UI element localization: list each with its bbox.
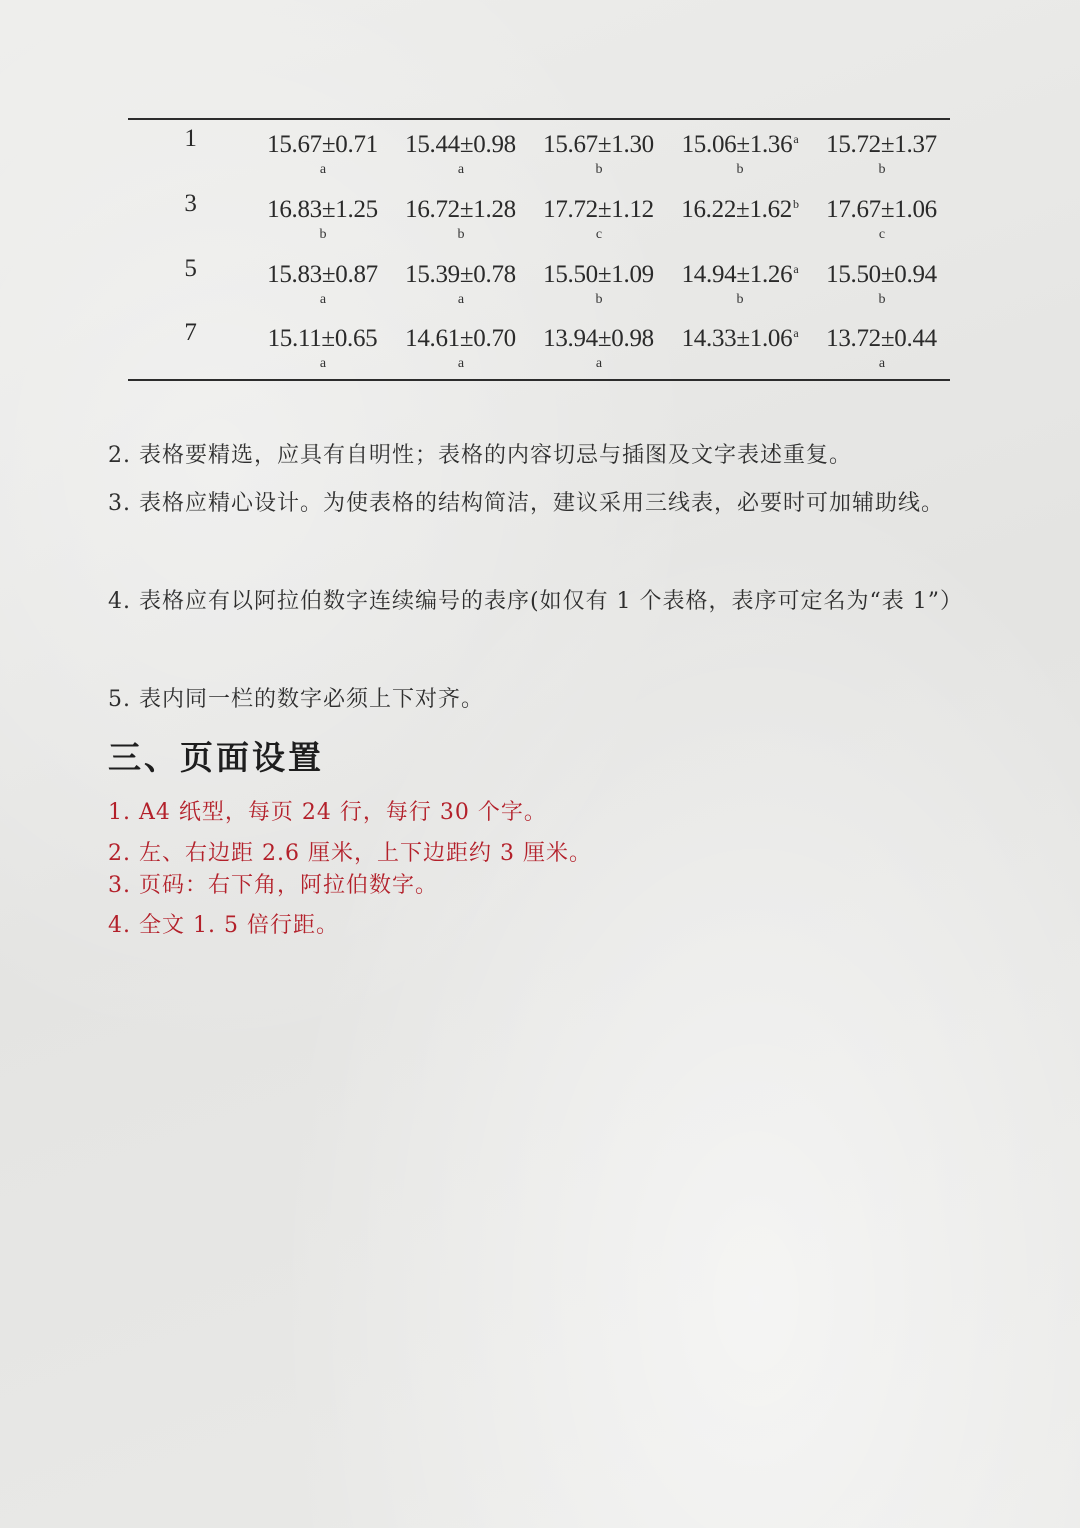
table-cell: 16.22±1.62$^b$ (681, 196, 799, 223)
table-cell: 16.72±1.28 b (405, 196, 516, 242)
table-cell: 14.61±0.70 a (405, 325, 516, 371)
table-row (128, 318, 950, 378)
settings-list-item: 4. 全文 1. 5 倍行距。 (108, 913, 339, 938)
table-cell: 15.44±0.98 a (405, 131, 516, 177)
table-cell: 14.94±1.26$^a$ b (681, 261, 799, 307)
table-row-label: 1 (184, 125, 197, 152)
table-cell: 15.83±0.87 a (267, 261, 378, 307)
note-paragraph: 2. 表格要精选，应具有自明性；表格的内容切忌与插图及文字表述重复。 (108, 443, 852, 468)
table-row (128, 189, 950, 249)
table-row (128, 254, 950, 314)
table-cell: 16.83±1.25 b (267, 196, 378, 242)
section-heading: 三、页面设置 (108, 738, 324, 777)
table-cell: 15.67±0.71 a (267, 131, 378, 177)
table-top-rule (128, 118, 950, 120)
settings-list-item: 1. A4 纸型，每页 24 行，每行 30 个字。 (108, 800, 547, 825)
table-cell: 15.50±0.94 b (826, 261, 937, 307)
table-cell: 15.39±0.78 a (405, 261, 516, 307)
table-cell: 15.11±0.65 a (267, 325, 378, 371)
table-cell: 14.33±1.06$^a$ (681, 325, 799, 352)
table-cell: 13.94±0.98 a (543, 325, 654, 371)
note-paragraph: 5. 表内同一栏的数字必须上下对齐。 (108, 687, 484, 712)
table-cell: 15.06±1.36$^a$ b (681, 131, 799, 177)
table-row-label: 5 (184, 255, 197, 282)
table-cell: 15.50±1.09 b (543, 261, 654, 307)
settings-list-item: 3. 页码：右下角，阿拉伯数字。 (108, 873, 438, 898)
note-paragraph: 4. 表格应有以阿拉伯数字连续编号的表序(如仅有 1 个表格，表序可定名为“表 1”） (108, 589, 964, 614)
table-row (128, 124, 950, 184)
table-cell: 13.72±0.44 a (826, 325, 937, 371)
settings-list-item: 2. 左、右边距 2.6 厘米，上下边距约 3 厘米。 (108, 841, 592, 866)
table-cell: 17.67±1.06 c (826, 196, 937, 242)
table-bottom-rule (128, 379, 950, 381)
table-cell: 15.67±1.30 b (543, 131, 654, 177)
table-row-label: 7 (184, 319, 197, 346)
table-row-label: 3 (184, 190, 197, 217)
table-cell: 17.72±1.12 c (543, 196, 654, 242)
note-paragraph: 3. 表格应精心设计。为使表格的结构简洁，建议采用三线表，必要时可加辅助线。 (108, 491, 944, 516)
table-cell: 15.72±1.37 b (826, 131, 937, 177)
